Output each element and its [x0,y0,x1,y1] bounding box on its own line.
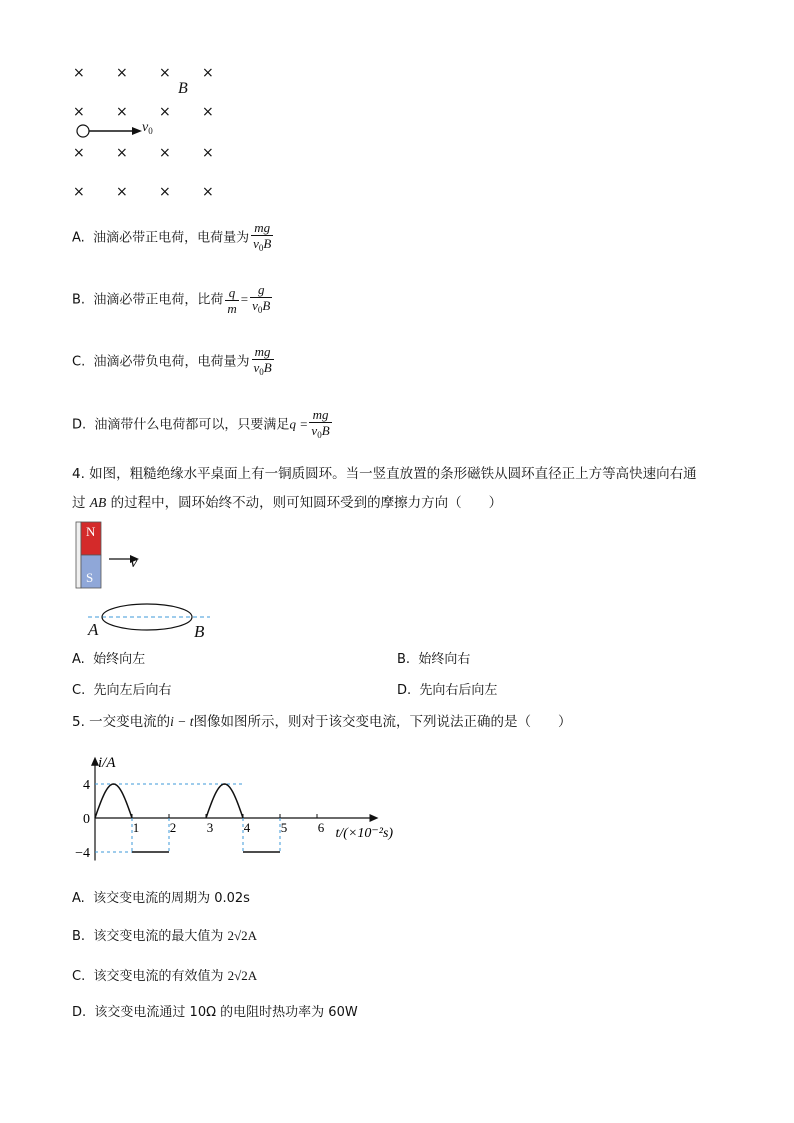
field-cross: × [159,104,171,120]
q4-option-d[interactable]: D. 先向右后向左 [397,683,498,698]
half-sine-segment [95,784,132,818]
q4-stem-line1: 4. 如图，粗糙绝缘水平桌面上有一铜质圆环。当一竖直放置的条形磁铁从圆环直径正上方等高快速向右通 [72,466,697,482]
oil-drop-velocity-arrow [74,122,144,140]
q5-option-b[interactable]: B. 该交变电流的最大值为 2√2A [72,928,258,944]
q4-stem-line2: 过 AB 的过程中，圆环始终不动，则可知圆环受到的摩擦力方向（ ） [72,495,503,511]
q4-option-b[interactable]: B. 始终向右 [397,652,471,667]
x-tick-label: 3 [206,820,214,835]
field-cross: × [116,184,128,200]
x-tick-label: 4 [243,820,251,835]
x-tick-label: 1 [132,820,140,835]
field-cross: × [159,184,171,200]
q3-option-a[interactable]: A. 油滴必带正电荷，电荷量为 $\frac{mg}{v_0B}$ [72,220,275,256]
field-cross: × [202,184,214,200]
magnet-velocity-label: v [130,552,138,571]
v0-label: $v_0$ [142,120,153,136]
ring-point-A: A [88,620,99,639]
y-tick-label: 4 [83,778,90,793]
x-tick-label: 6 [317,820,325,835]
x-tick-label: 2 [169,820,177,835]
q5-option-c[interactable]: C. 该交变电流的有效值为 2√2A [72,968,258,984]
ring-point-B: B [194,622,205,641]
magnet-south-label: S [86,570,94,585]
field-cross: × [159,145,171,161]
q3-option-c[interactable]: C. 油滴必带负电荷，电荷量为 $\frac{mg}{v_0B}$ [72,344,276,380]
field-cross: × [73,184,85,200]
q5-stem: 5. 一交变电流的i − t图像如图所示，则对于该交变电流，下列说法正确的是（ ） [72,714,572,730]
q5-option-d[interactable]: D. 该交变电流通过 10Ω 的电阻时热功率为 60W [72,1005,358,1020]
y-tick-label: −4 [75,846,90,861]
field-cross: × [116,65,128,81]
x-axis-label: t/(×10⁻²s) [335,826,394,841]
magnet-north-label: N [86,524,96,539]
field-cross: × [116,145,128,161]
field-cross: × [73,145,85,161]
field-cross: × [202,104,214,120]
y-axis-label: i/A [98,754,116,771]
current-time-chart [72,742,412,872]
field-cross: × [73,104,85,120]
q3-option-b[interactable]: B. 油滴必带正电荷，比荷 $\frac{q}{m}$ = $\frac{g}{v_0B}$ [72,282,274,318]
q3-option-d[interactable]: D. 油滴带什么电荷都可以，只要满足q = $\frac{mg}{v_0B}$ [72,407,334,443]
q4-option-c[interactable]: C. 先向左后向右 [72,683,172,698]
field-cross: × [202,65,214,81]
field-cross: × [159,65,171,81]
q5-option-a[interactable]: A. 该交变电流的周期为 0.02s [72,891,250,906]
field-B-label: B [178,80,188,97]
field-cross: × [116,104,128,120]
x-axis-arrow [370,814,379,822]
q4-option-a[interactable]: A. 始终向左 [72,652,146,667]
half-sine-segment [206,784,243,818]
x-tick-label: 5 [280,820,288,835]
field-cross: × [73,65,85,81]
field-cross: × [202,145,214,161]
origin-label: 0 [83,812,90,827]
